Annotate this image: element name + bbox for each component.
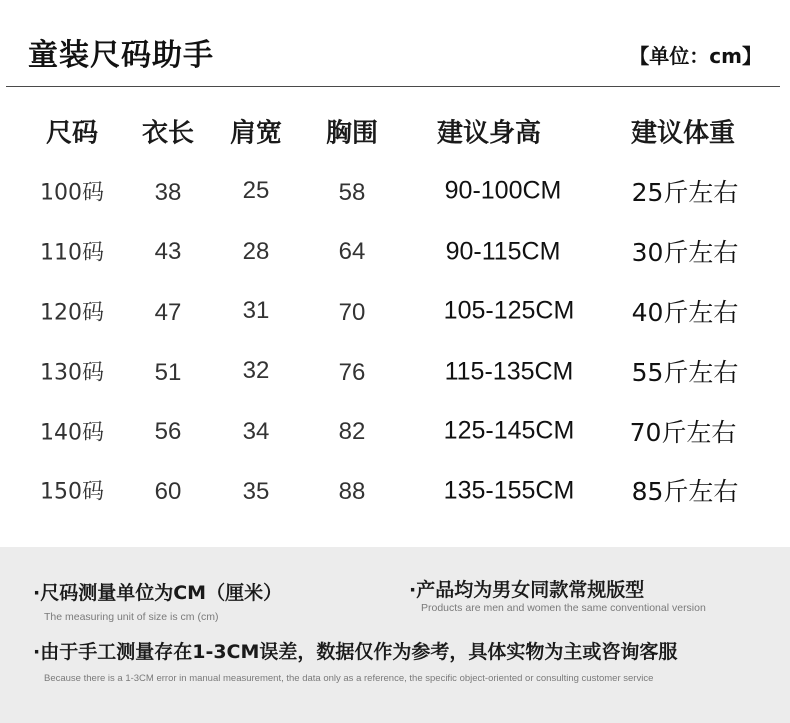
table-cell-shoulder: 31	[242, 297, 270, 324]
table-cell-length: 56	[154, 418, 182, 445]
table-cell-size: 130码	[40, 360, 104, 386]
table-cell-height: 135-155CM	[443, 476, 575, 505]
note-unisex-english: Products are men and women the same conventional version	[421, 602, 706, 614]
page-title: 童装尺码助手	[28, 38, 214, 73]
table-cell-weight: 25斤左右	[631, 178, 739, 207]
table-cell-chest: 88	[338, 478, 366, 505]
table-cell-weight: 40斤左右	[631, 298, 739, 327]
table-cell-length: 51	[154, 359, 182, 386]
table-cell-height: 90-100CM	[444, 176, 562, 205]
table-cell-length: 47	[154, 299, 182, 326]
table-cell-size: 140码	[40, 420, 104, 446]
note-unit-english: The measuring unit of size is cm (cm)	[44, 611, 219, 623]
table-cell-length: 38	[154, 179, 182, 206]
notes-panel	[0, 547, 790, 723]
table-cell-weight: 70斤左右	[629, 418, 737, 447]
note-measurement-error: ·由于手工测量存在1-3CM误差，数据仅作为参考，具体实物为主或咨询客服	[33, 641, 678, 663]
note-unisex: ·产品均为男女同款常规版型	[409, 579, 645, 601]
table-cell-weight: 30斤左右	[631, 238, 739, 267]
table-cell-height: 115-135CM	[444, 357, 574, 386]
column-header-chest: 胸围	[325, 118, 379, 149]
table-cell-chest: 82	[338, 418, 366, 445]
table-cell-size: 150码	[40, 479, 104, 505]
table-cell-chest: 64	[338, 238, 366, 265]
table-cell-weight: 85斤左右	[631, 477, 739, 506]
table-cell-chest: 58	[338, 179, 366, 206]
table-cell-length: 43	[154, 238, 182, 265]
unit-label: 【单位：cm】	[629, 44, 762, 68]
table-cell-chest: 76	[338, 359, 366, 386]
column-header-length: 衣长	[141, 118, 195, 149]
note-measurement-error-english: Because there is a 1-3CM error in manual measurement, the data only as a reference, the specific object-oriented or consulting customer service	[44, 673, 654, 684]
column-header-weight: 建议体重	[630, 118, 736, 149]
column-header-size: 尺码	[45, 118, 99, 149]
table-cell-shoulder: 25	[242, 177, 270, 204]
table-cell-shoulder: 35	[242, 478, 270, 505]
table-cell-shoulder: 34	[242, 418, 270, 445]
table-cell-height: 125-145CM	[443, 416, 575, 445]
table-cell-weight: 55斤左右	[631, 358, 739, 387]
table-cell-size: 100码	[40, 180, 104, 206]
table-cell-length: 60	[154, 478, 182, 505]
table-cell-shoulder: 32	[242, 357, 270, 384]
column-header-shoulder: 肩宽	[229, 118, 283, 149]
column-header-height: 建议身高	[436, 118, 542, 149]
table-cell-height: 105-125CM	[443, 296, 575, 325]
table-cell-size: 120码	[40, 300, 104, 326]
note-unit: ·尺码测量单位为CM（厘米）	[33, 582, 283, 604]
table-cell-height: 90-115CM	[445, 237, 561, 266]
table-cell-chest: 70	[338, 299, 366, 326]
table-cell-shoulder: 28	[242, 238, 270, 265]
table-cell-size: 110码	[40, 240, 104, 266]
